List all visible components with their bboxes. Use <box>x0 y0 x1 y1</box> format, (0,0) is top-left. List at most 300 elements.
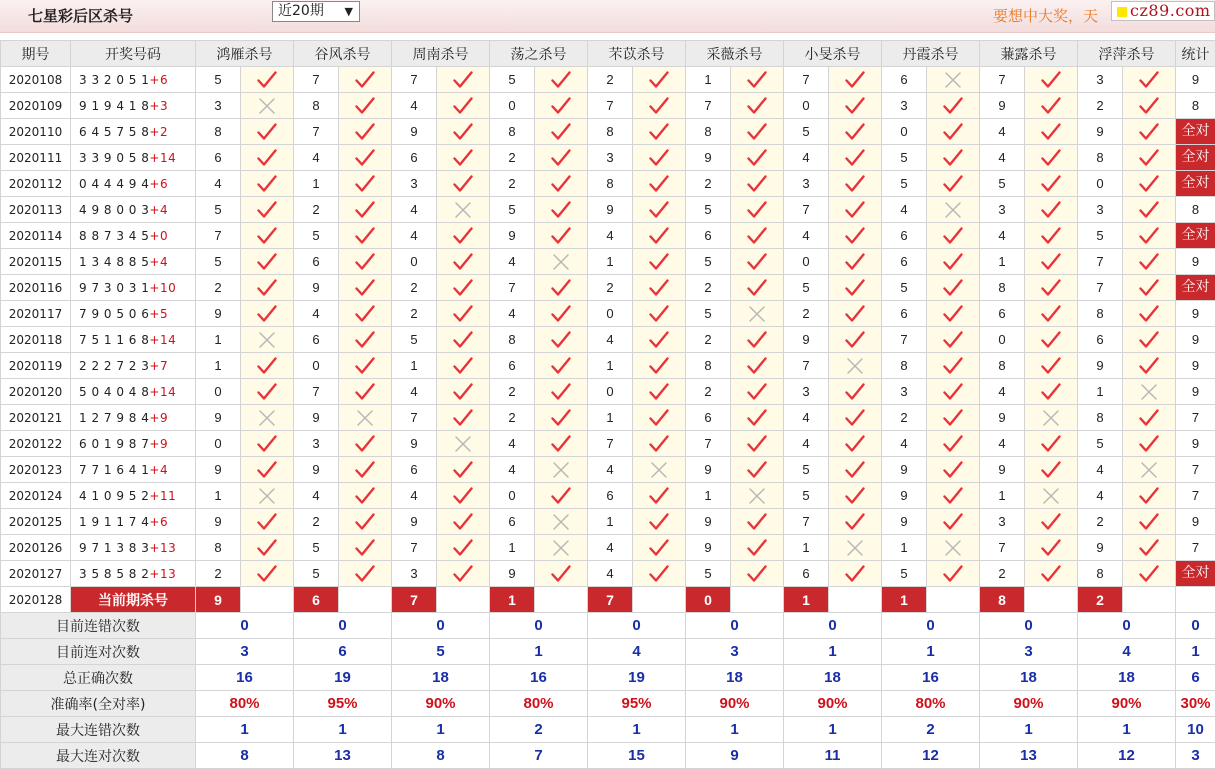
logo-text: cz89.com <box>1130 1 1211 20</box>
check-icon <box>453 123 473 141</box>
summary-row <box>1 717 1215 743</box>
result-mark-cell <box>927 483 980 509</box>
table-row <box>1 379 1215 405</box>
summary-stat: 1 <box>1176 639 1215 665</box>
summary-value: 1 <box>392 717 490 743</box>
kill-number-cell: 6 <box>392 145 437 171</box>
result-mark-cell <box>633 509 686 535</box>
summary-stat: 0 <box>1176 613 1215 639</box>
result-mark-cell <box>1123 93 1176 119</box>
cross-icon <box>943 539 963 557</box>
kill-number-cell: 4 <box>1078 457 1123 483</box>
result-mark-cell <box>339 561 392 587</box>
check-icon <box>845 227 865 245</box>
draw-numbers: 2 2 2 7 2 3 <box>79 359 149 373</box>
result-mark-cell <box>829 405 882 431</box>
summary-value: 0 <box>1078 613 1176 639</box>
kill-number-cell: 3 <box>392 171 437 197</box>
kill-number-cell: 4 <box>1078 483 1123 509</box>
result-mark-cell <box>339 223 392 249</box>
check-icon <box>649 279 669 297</box>
chevron-down-icon: ▼ <box>345 2 353 21</box>
result-mark-cell <box>241 67 294 93</box>
result-mark-cell <box>535 353 588 379</box>
draw-cell <box>71 93 196 119</box>
check-icon <box>845 331 865 349</box>
column-header-expert: 小旻杀号 <box>784 41 882 67</box>
kill-number-cell: 2 <box>294 509 339 535</box>
check-icon <box>1041 279 1061 297</box>
cross-icon <box>1139 461 1159 479</box>
result-mark-cell <box>339 171 392 197</box>
check-icon <box>453 305 473 323</box>
result-mark-cell <box>241 509 294 535</box>
check-icon <box>747 461 767 479</box>
draw-extra: +6 <box>149 177 168 191</box>
kill-number-cell: 0 <box>392 249 437 275</box>
stat-cell: 9 <box>1176 353 1215 379</box>
column-header-expert: 芣苡杀号 <box>588 41 686 67</box>
summary-stat: 10 <box>1176 717 1215 743</box>
draw-numbers: 3 5 8 5 8 2 <box>79 567 149 581</box>
check-icon <box>1041 227 1061 245</box>
kill-number-cell: 6 <box>490 509 535 535</box>
cross-icon <box>257 97 277 115</box>
table-row <box>1 457 1215 483</box>
kill-number-cell: 4 <box>980 223 1025 249</box>
result-mark-cell <box>241 535 294 561</box>
result-mark-cell <box>1025 67 1078 93</box>
result-mark-cell <box>1025 561 1078 587</box>
summary-row <box>1 691 1215 717</box>
kill-number-cell: 4 <box>784 145 829 171</box>
check-icon <box>649 305 669 323</box>
issue-cell: 2020108 <box>1 67 71 93</box>
kill-number-table <box>0 40 1215 769</box>
result-mark-cell <box>339 119 392 145</box>
empty-cell <box>437 587 490 613</box>
draw-numbers: 4 9 8 0 0 3 <box>79 203 149 217</box>
result-mark-cell <box>437 509 490 535</box>
kill-number-cell: 4 <box>882 431 927 457</box>
summary-value: 12 <box>882 743 980 769</box>
result-mark-cell <box>927 67 980 93</box>
result-mark-cell <box>1025 249 1078 275</box>
summary-value: 90% <box>392 691 490 717</box>
table-row <box>1 197 1215 223</box>
column-header-expert: 谷风杀号 <box>294 41 392 67</box>
check-icon <box>943 435 963 453</box>
summary-value: 1 <box>784 717 882 743</box>
kill-number-cell: 4 <box>392 93 437 119</box>
result-mark-cell <box>241 171 294 197</box>
kill-number-cell: 6 <box>490 353 535 379</box>
kill-number-cell: 3 <box>1078 197 1123 223</box>
draw-numbers: 6 4 5 7 5 8 <box>79 125 149 139</box>
check-icon <box>845 513 865 531</box>
kill-number-cell: 2 <box>196 561 241 587</box>
kill-number-cell: 1 <box>588 509 633 535</box>
kill-number-cell: 6 <box>588 483 633 509</box>
kill-number-cell: 9 <box>1078 535 1123 561</box>
check-icon <box>747 383 767 401</box>
cross-icon <box>551 253 571 271</box>
result-mark-cell <box>1025 405 1078 431</box>
kill-number-cell: 9 <box>686 457 731 483</box>
result-mark-cell <box>1123 483 1176 509</box>
check-icon <box>1041 539 1061 557</box>
check-icon <box>649 227 669 245</box>
kill-number-cell: 4 <box>980 379 1025 405</box>
issue-cell: 2020119 <box>1 353 71 379</box>
check-icon <box>355 487 375 505</box>
site-logo[interactable] <box>1111 1 1215 21</box>
result-mark-cell <box>437 353 490 379</box>
result-mark-cell <box>1025 457 1078 483</box>
empty-cell <box>1025 587 1078 613</box>
current-kill-number: 6 <box>294 587 339 613</box>
kill-number-cell: 9 <box>392 509 437 535</box>
kill-number-cell: 9 <box>196 301 241 327</box>
result-mark-cell <box>339 483 392 509</box>
kill-number-cell: 4 <box>588 561 633 587</box>
result-mark-cell <box>1123 223 1176 249</box>
cross-icon <box>747 487 767 505</box>
kill-number-cell: 6 <box>392 457 437 483</box>
check-icon <box>1139 97 1159 115</box>
draw-numbers: 8 8 7 3 4 5 <box>79 229 149 243</box>
draw-cell <box>71 483 196 509</box>
draw-numbers: 7 7 1 6 4 1 <box>79 463 149 477</box>
table-row <box>1 431 1215 457</box>
kill-number-cell: 8 <box>196 119 241 145</box>
current-kill-number: 7 <box>588 587 633 613</box>
check-icon <box>1041 149 1061 167</box>
check-icon <box>355 201 375 219</box>
check-icon <box>943 409 963 427</box>
kill-number-cell: 6 <box>882 249 927 275</box>
kill-number-cell: 5 <box>1078 223 1123 249</box>
summary-value: 8 <box>392 743 490 769</box>
kill-number-cell: 8 <box>490 119 535 145</box>
issue-cell: 2020115 <box>1 249 71 275</box>
period-select[interactable] <box>272 1 360 22</box>
summary-value: 0 <box>490 613 588 639</box>
kill-number-cell: 5 <box>784 457 829 483</box>
result-mark-cell <box>731 301 784 327</box>
kill-number-cell: 9 <box>294 457 339 483</box>
check-icon <box>453 487 473 505</box>
check-icon <box>551 175 571 193</box>
kill-number-cell: 2 <box>1078 93 1123 119</box>
result-mark-cell <box>1025 275 1078 301</box>
table-row <box>1 223 1215 249</box>
draw-extra: +6 <box>149 73 168 87</box>
check-icon <box>453 97 473 115</box>
kill-number-cell: 7 <box>294 119 339 145</box>
kill-number-cell: 4 <box>490 431 535 457</box>
kill-number-cell: 2 <box>686 379 731 405</box>
kill-number-cell: 0 <box>784 93 829 119</box>
column-header-expert: 周南杀号 <box>392 41 490 67</box>
current-kill-number: 0 <box>686 587 731 613</box>
current-kill-number: 7 <box>392 587 437 613</box>
draw-numbers: 3 3 9 0 5 8 <box>79 151 149 165</box>
table-row <box>1 249 1215 275</box>
empty-cell <box>731 587 784 613</box>
check-icon <box>943 253 963 271</box>
result-mark-cell <box>535 431 588 457</box>
kill-number-cell: 2 <box>686 275 731 301</box>
result-mark-cell <box>1025 509 1078 535</box>
column-header-expert: 浮萍杀号 <box>1078 41 1176 67</box>
result-mark-cell <box>535 119 588 145</box>
result-mark-cell <box>1123 457 1176 483</box>
result-mark-cell <box>927 223 980 249</box>
result-mark-cell <box>241 249 294 275</box>
kill-number-cell: 5 <box>686 301 731 327</box>
kill-number-cell: 7 <box>490 275 535 301</box>
empty-cell <box>927 587 980 613</box>
all-correct-badge: 全对 <box>1176 223 1215 248</box>
check-icon <box>257 175 277 193</box>
result-mark-cell <box>1123 249 1176 275</box>
result-mark-cell <box>437 145 490 171</box>
summary-value: 80% <box>196 691 294 717</box>
check-icon <box>355 383 375 401</box>
check-icon <box>453 565 473 583</box>
result-mark-cell <box>829 171 882 197</box>
check-icon <box>943 331 963 349</box>
promo-text[interactable]: 要想中大奖，天 <box>993 5 1098 26</box>
empty-cell <box>241 587 294 613</box>
check-icon <box>1139 331 1159 349</box>
kill-number-cell: 9 <box>1078 353 1123 379</box>
kill-number-cell: 9 <box>882 483 927 509</box>
current-kill-number: 1 <box>490 587 535 613</box>
result-mark-cell <box>927 457 980 483</box>
current-kill-number: 1 <box>882 587 927 613</box>
result-mark-cell <box>927 119 980 145</box>
check-icon <box>747 97 767 115</box>
check-icon <box>355 539 375 557</box>
table-row <box>1 67 1215 93</box>
kill-number-cell: 6 <box>882 223 927 249</box>
check-icon <box>747 175 767 193</box>
kill-number-cell: 9 <box>392 431 437 457</box>
summary-value: 2 <box>882 717 980 743</box>
kill-number-cell: 9 <box>392 119 437 145</box>
kill-number-cell: 4 <box>392 197 437 223</box>
kill-number-cell: 5 <box>196 67 241 93</box>
check-icon <box>257 461 277 479</box>
kill-number-cell: 9 <box>1078 119 1123 145</box>
result-mark-cell <box>241 327 294 353</box>
kill-number-cell: 1 <box>294 171 339 197</box>
check-icon <box>453 513 473 531</box>
check-icon <box>943 305 963 323</box>
result-mark-cell <box>633 353 686 379</box>
kill-number-cell: 3 <box>784 379 829 405</box>
result-mark-cell <box>829 509 882 535</box>
kill-number-cell: 4 <box>294 483 339 509</box>
check-icon <box>355 175 375 193</box>
result-mark-cell <box>633 145 686 171</box>
kill-number-cell: 7 <box>392 535 437 561</box>
summary-value: 90% <box>980 691 1078 717</box>
result-mark-cell <box>437 431 490 457</box>
kill-number-cell: 8 <box>882 353 927 379</box>
current-period-row <box>1 587 1215 613</box>
stat-cell: 9 <box>1176 67 1215 93</box>
result-mark-cell <box>927 171 980 197</box>
kill-number-cell: 5 <box>784 119 829 145</box>
summary-value: 0 <box>882 613 980 639</box>
kill-number-cell: 7 <box>392 67 437 93</box>
draw-extra: +14 <box>149 333 176 347</box>
kill-number-cell: 5 <box>490 197 535 223</box>
result-mark-cell <box>927 275 980 301</box>
result-mark-cell <box>1123 67 1176 93</box>
kill-number-cell: 4 <box>392 223 437 249</box>
all-correct-badge: 全对 <box>1176 275 1215 300</box>
summary-value: 1 <box>882 639 980 665</box>
kill-number-cell: 5 <box>882 171 927 197</box>
all-correct-badge: 全对 <box>1176 561 1215 586</box>
check-icon <box>551 305 571 323</box>
kill-number-cell: 9 <box>196 405 241 431</box>
check-icon <box>943 487 963 505</box>
draw-extra: +0 <box>149 229 168 243</box>
check-icon <box>649 123 669 141</box>
cross-icon <box>943 71 963 89</box>
check-icon <box>747 123 767 141</box>
result-mark-cell <box>437 561 490 587</box>
kill-number-cell: 1 <box>588 353 633 379</box>
kill-number-cell: 7 <box>784 197 829 223</box>
kill-number-cell: 6 <box>294 249 339 275</box>
result-mark-cell <box>535 171 588 197</box>
cross-icon <box>1139 383 1159 401</box>
draw-numbers: 1 2 7 9 8 4 <box>79 411 149 425</box>
check-icon <box>747 409 767 427</box>
result-mark-cell <box>1123 431 1176 457</box>
kill-number-cell: 3 <box>882 379 927 405</box>
result-mark-cell <box>633 197 686 223</box>
check-icon <box>551 97 571 115</box>
kill-number-cell: 6 <box>686 405 731 431</box>
table-row <box>1 171 1215 197</box>
summary-value: 0 <box>392 613 490 639</box>
result-mark-cell <box>339 353 392 379</box>
summary-value: 1 <box>294 717 392 743</box>
kill-number-cell: 1 <box>882 535 927 561</box>
column-header-expert: 鸿雁杀号 <box>196 41 294 67</box>
cross-icon <box>845 539 865 557</box>
check-icon <box>747 539 767 557</box>
result-mark-cell <box>829 249 882 275</box>
issue-cell: 2020111 <box>1 145 71 171</box>
result-mark-cell <box>339 145 392 171</box>
check-icon <box>355 149 375 167</box>
kill-number-cell: 7 <box>882 327 927 353</box>
result-mark-cell <box>535 301 588 327</box>
kill-number-cell: 5 <box>882 275 927 301</box>
check-icon <box>1139 149 1159 167</box>
kill-number-cell: 2 <box>392 275 437 301</box>
summary-stat: 3 <box>1176 743 1215 769</box>
result-mark-cell <box>535 223 588 249</box>
draw-numbers: 3 3 2 0 5 1 <box>79 73 149 87</box>
all-correct-badge: 全对 <box>1176 119 1215 144</box>
kill-number-cell: 4 <box>294 301 339 327</box>
result-mark-cell <box>927 145 980 171</box>
check-icon <box>649 435 669 453</box>
result-mark-cell <box>633 93 686 119</box>
result-mark-cell <box>339 67 392 93</box>
result-mark-cell <box>241 431 294 457</box>
kill-number-cell: 2 <box>588 275 633 301</box>
all-correct-badge: 全对 <box>1176 171 1215 196</box>
check-icon <box>355 435 375 453</box>
kill-number-cell: 5 <box>686 197 731 223</box>
summary-value: 18 <box>392 665 490 691</box>
result-mark-cell <box>535 483 588 509</box>
kill-number-cell: 8 <box>686 353 731 379</box>
summary-value: 90% <box>686 691 784 717</box>
kill-number-cell: 7 <box>1078 275 1123 301</box>
kill-number-cell: 1 <box>686 483 731 509</box>
kill-number-cell: 5 <box>490 67 535 93</box>
result-mark-cell <box>829 197 882 223</box>
stat-cell: 9 <box>1176 327 1215 353</box>
result-mark-cell <box>731 93 784 119</box>
cross-icon <box>845 357 865 375</box>
check-icon <box>257 149 277 167</box>
table-row <box>1 93 1215 119</box>
check-icon <box>1041 435 1061 453</box>
kill-number-cell: 9 <box>882 509 927 535</box>
summary-stat: 30% <box>1176 691 1215 717</box>
result-mark-cell <box>241 145 294 171</box>
issue-cell: 2020122 <box>1 431 71 457</box>
kill-number-cell: 2 <box>392 301 437 327</box>
kill-number-cell: 8 <box>196 535 241 561</box>
kill-number-cell: 0 <box>980 327 1025 353</box>
check-icon <box>453 227 473 245</box>
kill-number-cell: 9 <box>980 93 1025 119</box>
issue-cell: 2020113 <box>1 197 71 223</box>
kill-number-cell: 8 <box>980 353 1025 379</box>
result-mark-cell <box>241 119 294 145</box>
kill-number-cell: 1 <box>1078 379 1123 405</box>
check-icon <box>845 305 865 323</box>
kill-number-cell: 3 <box>980 197 1025 223</box>
kill-number-cell: 2 <box>294 197 339 223</box>
kill-number-cell: 2 <box>490 405 535 431</box>
kill-number-cell: 2 <box>490 145 535 171</box>
result-mark-cell <box>1123 509 1176 535</box>
draw-numbers: 9 7 3 0 3 1 <box>79 281 149 295</box>
result-mark-cell <box>535 405 588 431</box>
check-icon <box>649 409 669 427</box>
check-icon <box>649 201 669 219</box>
check-icon <box>943 97 963 115</box>
result-mark-cell <box>731 561 784 587</box>
cross-icon <box>453 435 473 453</box>
result-mark-cell <box>339 431 392 457</box>
summary-value: 18 <box>980 665 1078 691</box>
